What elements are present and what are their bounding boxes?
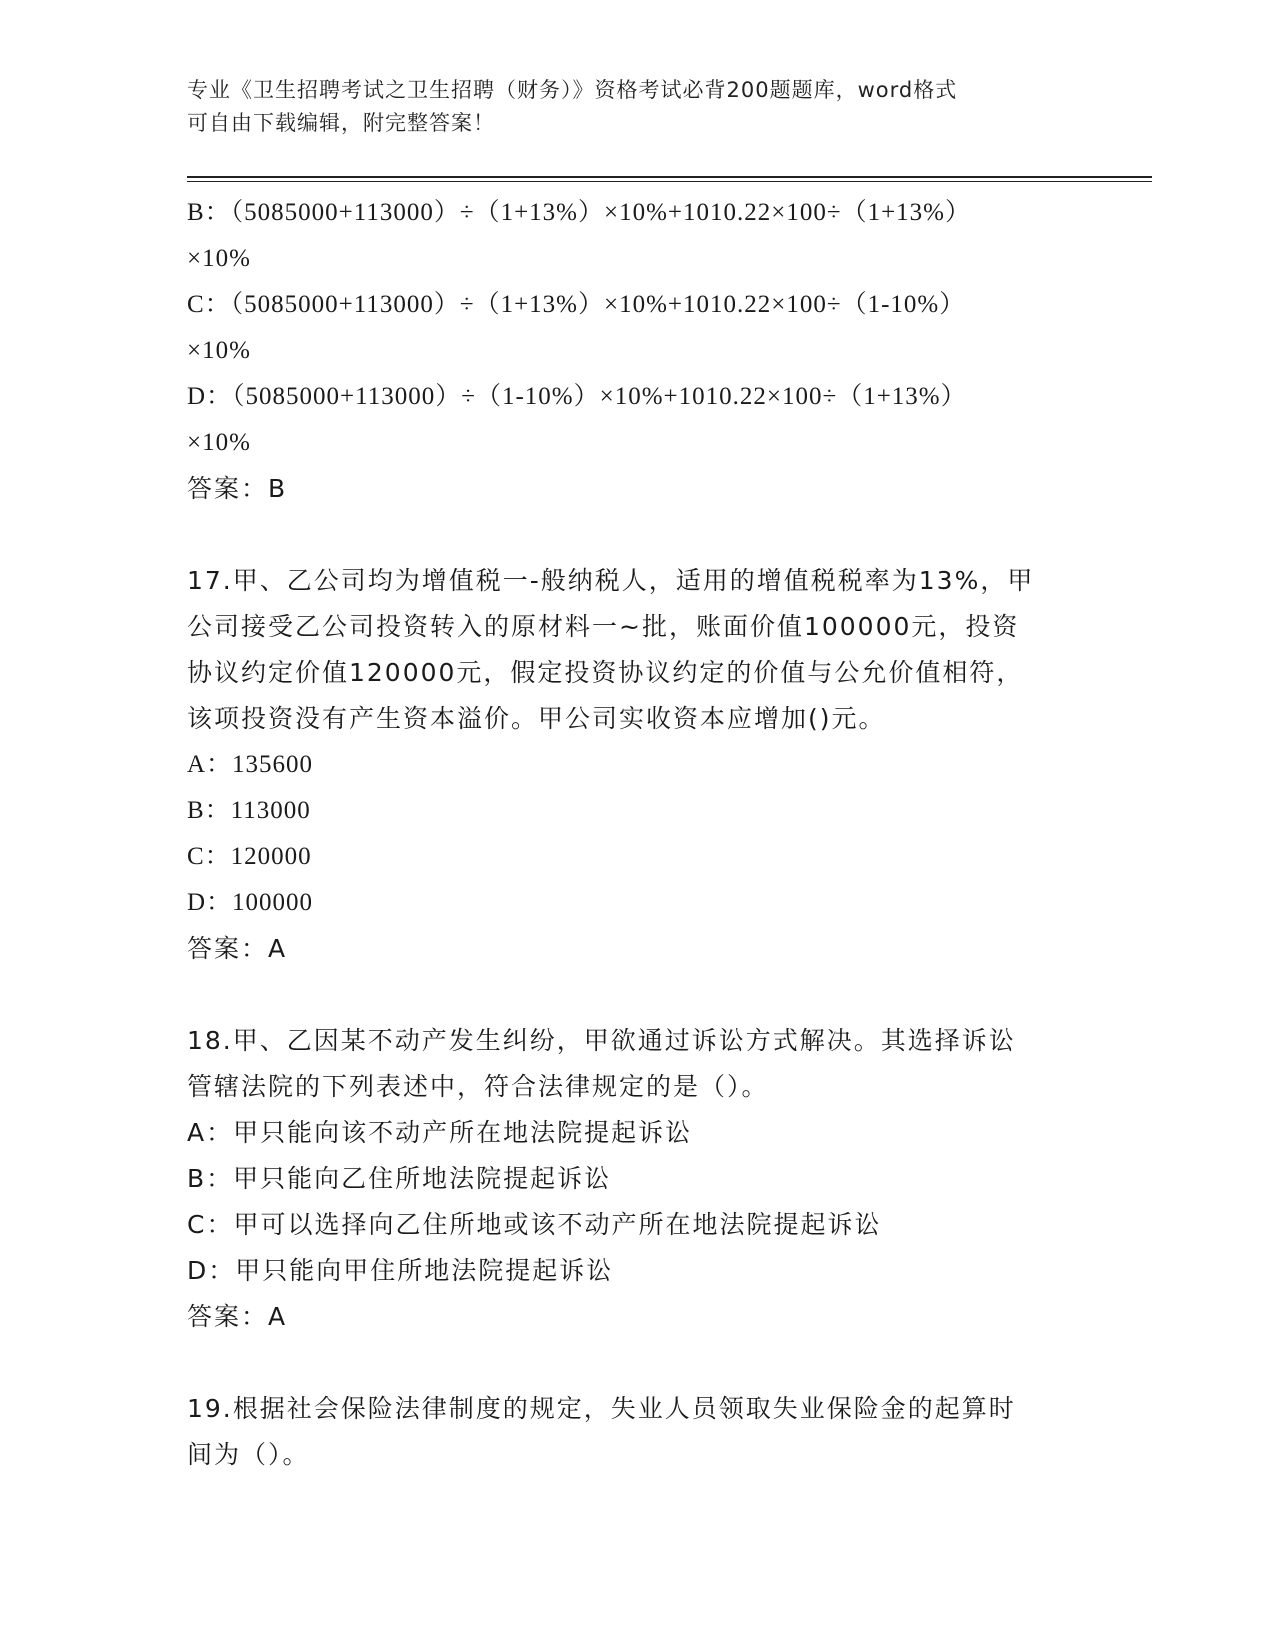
option-a: A：135600 — [187, 751, 314, 778]
option-a: A：甲只能向该不动产所在地法院提起诉讼 — [187, 1118, 693, 1147]
option-b: B：（5085000+113000）÷（1+13%）×10%+1010.22×100÷（1+13%） — [187, 199, 972, 226]
option-d-continued: ×10% — [187, 429, 251, 456]
document-body — [187, 190, 1087, 1478]
option-d: D：（5085000+113000）÷（1-10%）×10%+1010.22×100÷（1+13%） — [187, 383, 967, 410]
question-text-line: 该项投资没有产生资本溢价。甲公司实收资本应增加()元。 — [187, 704, 886, 733]
answer: 答案：B — [187, 474, 288, 503]
question-18 — [187, 1018, 1087, 1340]
spacer — [187, 972, 1087, 1018]
question-text-line: 管辖法院的下列表述中，符合法律规定的是（）。 — [187, 1072, 769, 1101]
question-text-line: 19.根据社会保险法律制度的规定，失业人员领取失业保险金的起算时 — [187, 1394, 1016, 1423]
spacer — [187, 1340, 1087, 1386]
option-c: C：甲可以选择向乙住所地或该不动产所在地法院提起诉讼 — [187, 1210, 882, 1239]
header-title-line-2: 可自由下载编辑，附完整答案！ — [187, 111, 495, 135]
spacer — [187, 512, 1087, 558]
header-divider — [187, 176, 1152, 178]
question-16-tail — [187, 190, 1087, 512]
option-d: D：100000 — [187, 889, 314, 916]
option-c: C：（5085000+113000）÷（1+13%）×10%+1010.22×100÷（1-10%） — [187, 291, 966, 318]
option-b: B：甲只能向乙住所地法院提起诉讼 — [187, 1164, 612, 1193]
option-b-continued: ×10% — [187, 245, 251, 272]
question-text-line: 协议约定价值120000元，假定投资协议约定的价值与公允价值相符， — [187, 658, 1024, 687]
option-c: C：120000 — [187, 843, 312, 870]
option-d: D：甲只能向甲住所地法院提起诉讼 — [187, 1256, 614, 1285]
question-text-line: 17.甲、乙公司均为增值税一-般纳税人，适用的增值税税率为13%，甲 — [187, 566, 1035, 595]
question-text-line: 公司接受乙公司投资转入的原材料一~批，账面价值100000元，投资 — [187, 612, 1020, 641]
page-header — [187, 74, 1067, 140]
question-17 — [187, 558, 1087, 972]
answer: 答案：A — [187, 934, 288, 963]
header-title-line-1: 专业《卫生招聘考试之卫生招聘（财务）》资格考试必背200题题库，word格式 — [187, 78, 958, 102]
header-divider-thin — [187, 181, 1152, 182]
answer: 答案：A — [187, 1302, 288, 1331]
question-text-line: 间为（）。 — [187, 1440, 310, 1469]
option-b: B：113000 — [187, 797, 311, 824]
option-c-continued: ×10% — [187, 337, 251, 364]
question-text-line: 18.甲、乙因某不动产发生纠纷，甲欲通过诉讼方式解决。其选择诉讼 — [187, 1026, 1016, 1055]
question-19 — [187, 1386, 1087, 1478]
